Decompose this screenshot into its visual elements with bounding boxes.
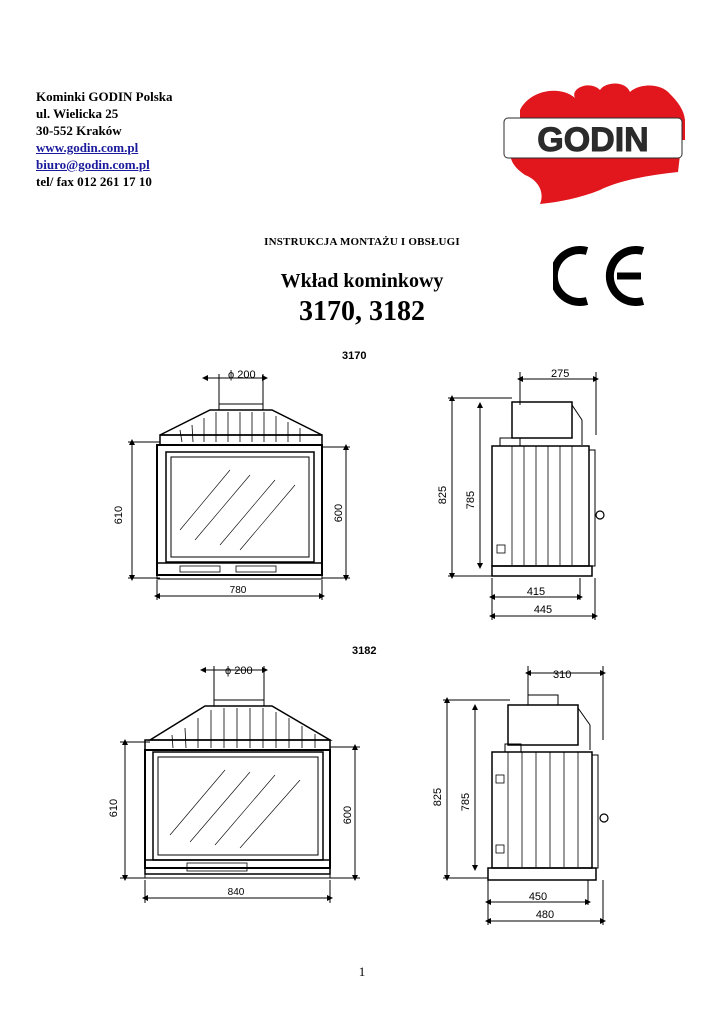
- model-numbers: 3170, 3182: [299, 296, 425, 327]
- flue-3182: ϕ 200: [225, 665, 253, 677]
- front-view-3182: [108, 665, 360, 903]
- company-address: [36, 88, 173, 190]
- front-height-inner-3170: 600: [333, 503, 345, 523]
- instruction-heading: INSTRUKCJA MONTAŻU I OBSŁUGI: [264, 236, 460, 248]
- side-view-3182: [432, 666, 608, 925]
- company-city: 30-552 Kraków: [36, 123, 122, 138]
- company-name: Kominki GODIN Polska: [36, 89, 173, 104]
- front-width-3182: 840: [227, 887, 245, 898]
- front-height-outer-3182: 610: [108, 798, 120, 818]
- drawing-3170: [113, 350, 604, 620]
- company-phone: tel/ fax 012 261 17 10: [36, 174, 152, 189]
- drawing-3182: [108, 645, 608, 925]
- side-depth-outer-3182: 480: [535, 909, 555, 921]
- company-website-link[interactable]: www.godin.com.pl: [36, 140, 139, 155]
- side-top-depth-3182: 310: [553, 669, 572, 681]
- side-view-3170: [437, 368, 604, 620]
- side-height-body-3182: 785: [460, 792, 472, 812]
- side-height-total-3182: 825: [432, 787, 444, 807]
- side-depth-inner-3170: 415: [526, 586, 546, 598]
- label-3170: 3170: [342, 350, 367, 362]
- flue-3170: ϕ 200: [228, 369, 256, 381]
- godin-logo: [500, 80, 685, 205]
- side-height-total-3170: 825: [437, 485, 449, 505]
- side-depth-outer-3170: 445: [533, 604, 553, 616]
- company-email-link[interactable]: biuro@godin.com.pl: [36, 157, 150, 172]
- ce-mark-icon: [553, 245, 651, 307]
- front-width-3170: 780: [229, 585, 247, 596]
- side-height-body-3170: 785: [465, 490, 477, 510]
- company-street: ul. Wielicka 25: [36, 106, 119, 121]
- side-top-depth-3170: 275: [551, 368, 570, 380]
- front-height-outer-3170: 610: [113, 505, 125, 525]
- front-height-inner-3182: 600: [342, 805, 354, 825]
- logo-text: GODIN: [537, 121, 649, 159]
- label-3182: 3182: [352, 645, 377, 657]
- document-subtitle: Wkład kominkowy: [280, 270, 444, 292]
- page-number: 1: [358, 964, 366, 979]
- front-view-3170: [113, 369, 350, 600]
- side-depth-inner-3182: 450: [528, 891, 548, 903]
- technical-drawings: [0, 340, 724, 940]
